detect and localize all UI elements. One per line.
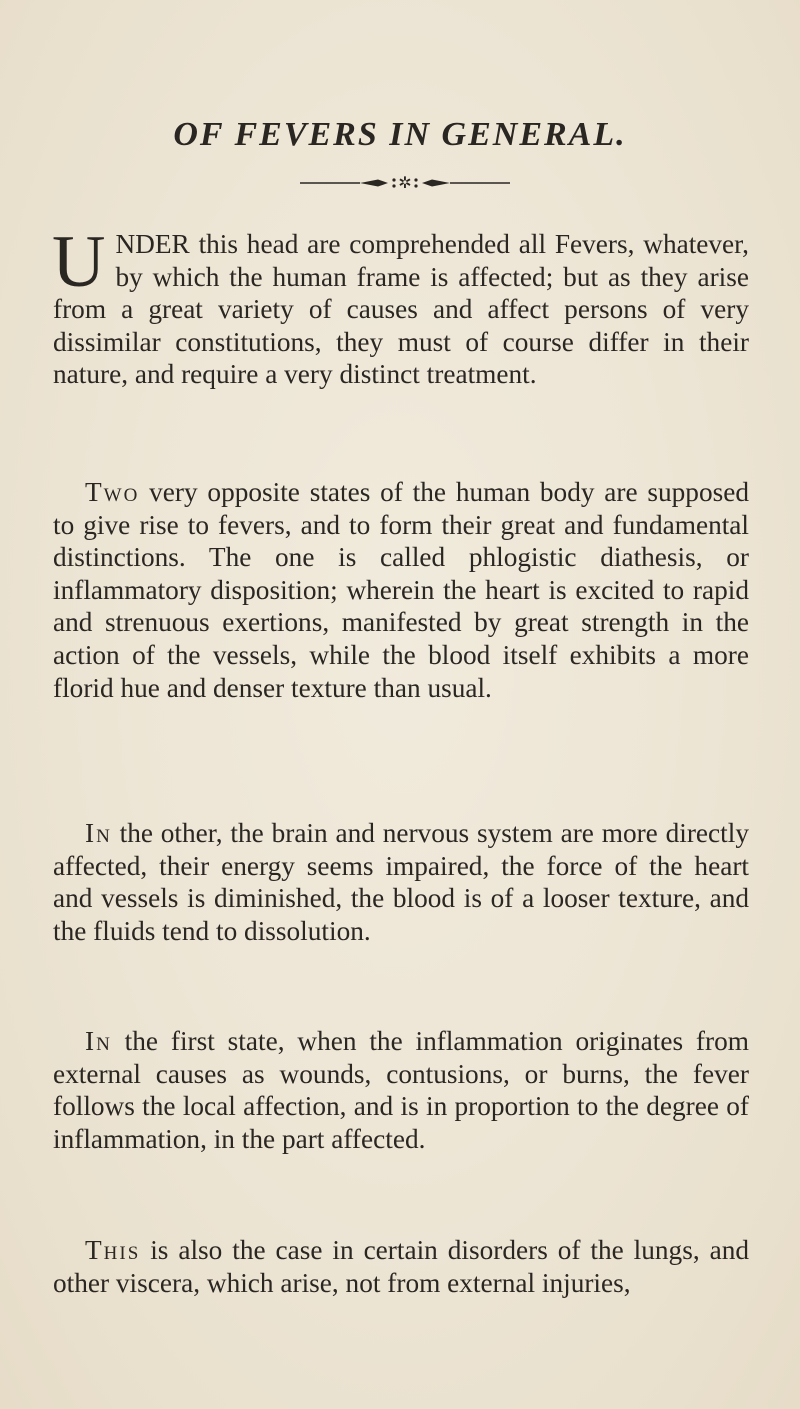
paragraph-5-text: is also the case in certain disorders of the lungs, and other viscera, which arise, not from external injuries, xyxy=(53,1235,749,1298)
paragraph-4-lead-word: In xyxy=(85,1026,112,1056)
paragraph-1-lead-word: NDER xyxy=(115,229,190,259)
paragraph-2-text: very opposite states of the human body are supposed to give rise to fevers, and to form their great and fundamental distinctions. The one is called phlogistic diathesis, or inflammatory disposition; wherein the heart is excited to rapid and strenuous exertions, manifested by great strength in the action of the vessels, while the blood itself exhibits a more florid hue and denser texture than usual. xyxy=(53,477,749,703)
paragraph-5-lead-word: This xyxy=(85,1235,141,1265)
paragraph-3-lead-word: In xyxy=(85,818,112,848)
chapter-heading: OF FEVERS IN GENERAL. xyxy=(173,116,627,153)
paragraph-2-lead-word: Two xyxy=(85,477,140,507)
paragraph-4-text: the first state, when the inflammation originates from external causes as wounds, contusions, or burns, the fever follows the local affection, and is in proportion to the degree of inflammation, in the part affected. xyxy=(53,1026,749,1154)
ornamental-rule xyxy=(300,173,510,193)
drop-cap: U xyxy=(52,221,106,303)
paragraph-3-text: the other, the brain and nervous system are more directly affected, their energy seems impaired, the force of the heart and vessels is diminished, the blood is of a looser texture, and the fluids tend to dissolution. xyxy=(53,818,749,946)
paragraph-1-text: this head are comprehended all Fevers, whatever, by which the human frame is affected; but as they arise from a great variety of causes and affect persons of very dissimilar constitutions, they must of course differ in their nature, and require a very distinct treatment. xyxy=(53,229,749,390)
paragraph-5 xyxy=(53,1234,749,1299)
paragraph-3 xyxy=(53,817,749,947)
paragraph-1 xyxy=(52,221,749,391)
paragraph-2 xyxy=(53,476,749,704)
paragraph-4 xyxy=(53,1025,749,1155)
svg-text:✲: ✲ xyxy=(398,173,412,192)
